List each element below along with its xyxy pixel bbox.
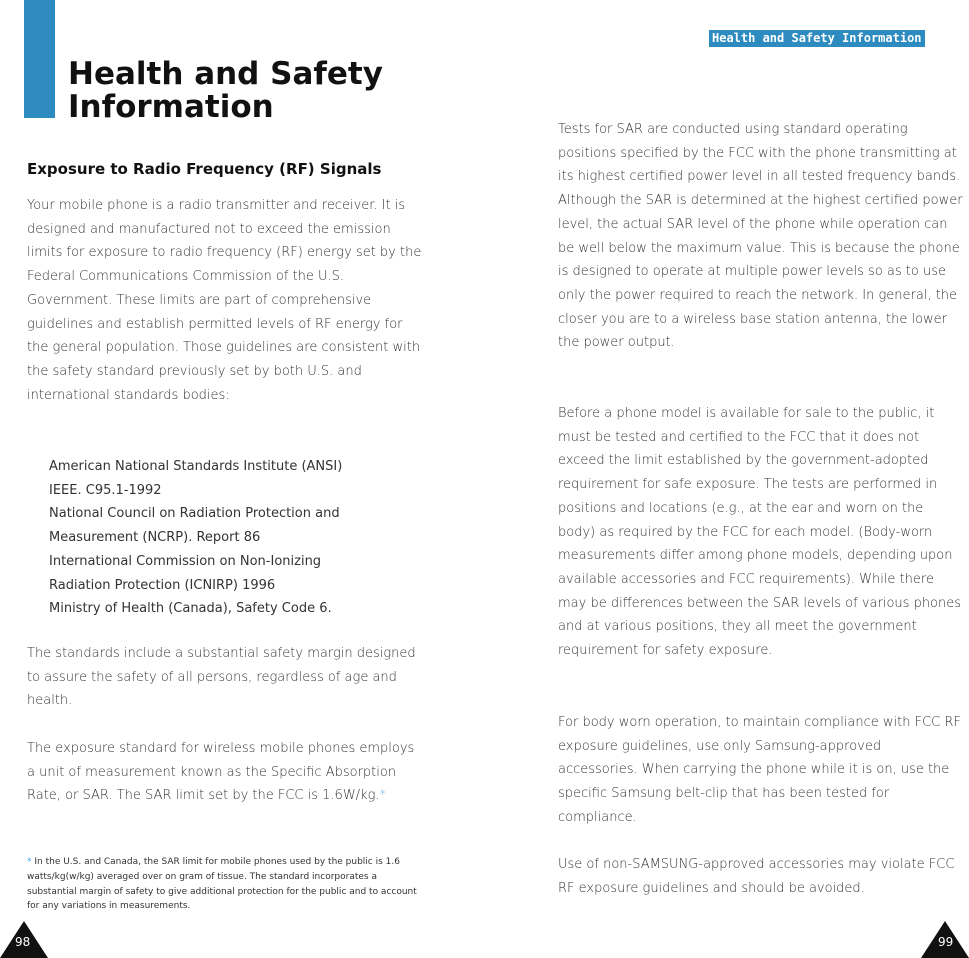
page-number-right: 99: [938, 935, 954, 949]
sar-limit-text: The exposure standard for wireless mobile phones employs a unit of measurement known as the Specific Absorption Rate, or SAR. The SAR limit set by the FCC is 1.6W/kg.: [27, 741, 415, 804]
right-paragraph-3: [558, 711, 963, 830]
right-paragraph-2-text: Before a phone model is available for sale to the public, it must be tested and certified to the FCC that it does not exceed the limit established by the government-adopted requirement for safe exposure. The tests are performed in positions and locations (e.g., at the ear and worn on the body) as required by the FCC for each model. (Body-worn measurements differ among phone models, depending upon available accessories and FCC requirements). While there may be differences between the SAR levels of various phones and at various positions, they all meet the government requirement for safety exposure.: [558, 406, 962, 659]
left-paragraph-2: [27, 642, 422, 713]
right-paragraph-2: [558, 402, 963, 663]
standards-item: National Council on Radiation Protection and: [49, 506, 340, 522]
running-header-badge: Health and Safety Information: [709, 30, 925, 47]
right-paragraph-1: [558, 118, 963, 355]
left-paragraph-3: [27, 737, 422, 808]
page-title: Health and Safety Information: [68, 56, 383, 125]
standards-item: Radiation Protection (ICNIRP) 1996: [49, 577, 276, 593]
footnote-text: In the U.S. and Canada, the SAR limit for mobile phones used by the public is 1.6 watts/kg(w/kg) averaged over on gram of tissue. The standard incorporates a substantial margin of safety to give additional protection for the public and to account for any variations in measurements.: [27, 857, 417, 912]
standards-item: IEEE. C95.1-1992: [49, 482, 162, 498]
footnote: [27, 855, 417, 914]
standards-item: International Commission on Non-Ionizing: [49, 553, 322, 569]
title-accent-bar: [24, 0, 55, 118]
page-number-left: 98: [15, 935, 31, 949]
left-paragraph-2-text: The standards include a substantial safety margin designed to assure the safety of all persons, regardless of age and health.: [27, 646, 416, 709]
standards-item: Measurement (NCRP). Report 86: [49, 530, 261, 546]
footnote-asterisk: *: [27, 857, 32, 867]
right-paragraph-1-text: Tests for SAR are conducted using standard operating positions specified by the FCC with the phone transmitting at its highest certified power level in all tested frequency bands. Although the SAR is determined at the highest certified power level, the actual SAR level of the phone while operation can be well below the maximum value. This is because the phone is designed to operate at multiple power levels so as to use only the power required to reach the network. In general, the closer you are to a wireless base station antenna, the lower the power output.: [558, 122, 963, 351]
standards-item: Ministry of Health (Canada), Safety Code 6.: [49, 601, 332, 617]
left-paragraph-1: [27, 194, 422, 407]
section-heading: Exposure to Radio Frequency (RF) Signals: [27, 160, 382, 178]
right-paragraph-3-text: For body worn operation, to maintain compliance with FCC RF exposure guidelines, use only Samsung-approved accessories. When carrying the phone while it is on, use the specific Samsung belt-clip that has been tested for compliance.: [558, 715, 961, 825]
right-paragraph-4-text: Use of non-SAMSUNG-approved accessories may violate FCC RF exposure guidelines and should be avoided.: [558, 857, 955, 896]
right-paragraph-4: [558, 853, 963, 900]
footnote-marker: *: [379, 788, 387, 804]
standards-list: [49, 455, 419, 621]
left-paragraph-1-text: Your mobile phone is a radio transmitter and receiver. It is designed and manufactured not to exceed the emission limits for exposure to radio frequency (RF) energy set by the Federal Communications Commission of the U.S. Government. These limits are part of comprehensive guidelines and establish permitted levels of RF energy for the general population. Those guidelines are consistent with the safety standard previously set by both U.S. and international standards bodies:: [27, 198, 422, 403]
left-paragraph-3-text: [27, 737, 422, 808]
standards-item: American National Standards Institute (ANSI): [49, 459, 343, 474]
